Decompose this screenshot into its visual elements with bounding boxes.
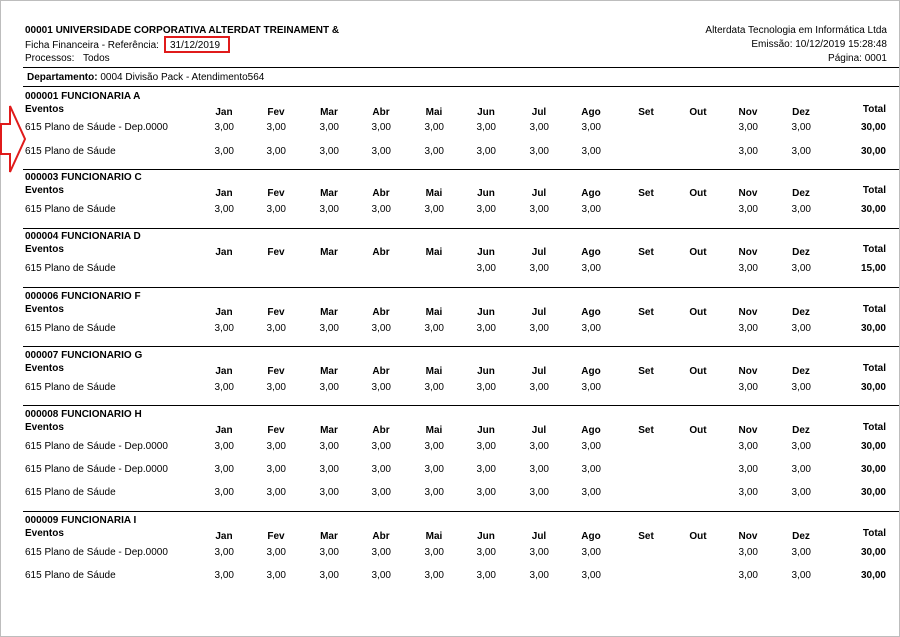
header-divider — [23, 67, 899, 68]
department-value: 0004 Divisão Pack - Atendimento564 — [100, 72, 265, 83]
month-value: 3,00 — [581, 547, 601, 558]
month-value: 3,00 — [738, 122, 758, 133]
month-value: 3,00 — [791, 122, 811, 133]
month-value: 3,00 — [424, 323, 444, 334]
month-value: 3,00 — [266, 441, 286, 452]
event-label: 615 Plano de Sáude — [25, 146, 116, 157]
month-value: 3,00 — [214, 487, 234, 498]
month-value: 3,00 — [371, 122, 391, 133]
month-header: Nov — [738, 188, 758, 199]
month-value: 3,00 — [319, 570, 339, 581]
month-value: 3,00 — [529, 122, 549, 133]
row-total: 30,00 — [860, 146, 886, 157]
month-value: 3,00 — [319, 487, 339, 498]
month-value: 3,00 — [319, 547, 339, 558]
month-header: Abr — [372, 366, 390, 377]
month-header: Jun — [477, 107, 495, 118]
month-value: 3,00 — [371, 204, 391, 215]
row-total: 30,00 — [860, 441, 886, 452]
month-value: 3,00 — [266, 323, 286, 334]
month-value: 3,00 — [319, 146, 339, 157]
month-header: Mar — [320, 107, 338, 118]
month-value: 3,00 — [266, 464, 286, 475]
emission-date: Emissão: 10/12/2019 15:28:48 — [751, 39, 887, 50]
month-value: 3,00 — [214, 441, 234, 452]
employee-title: 000004 FUNCIONARIA D — [25, 231, 141, 242]
month-value: 3,00 — [476, 204, 496, 215]
month-value: 3,00 — [371, 487, 391, 498]
month-header: Fev — [267, 425, 285, 436]
month-header: Set — [638, 366, 654, 377]
month-value: 3,00 — [476, 323, 496, 334]
total-header: Total — [862, 244, 886, 255]
month-value: 3,00 — [214, 570, 234, 581]
month-header: Jul — [531, 425, 547, 436]
month-value: 3,00 — [371, 464, 391, 475]
month-header: Jul — [531, 307, 547, 318]
events-label: Eventos — [25, 528, 64, 539]
month-header: Ago — [581, 425, 601, 436]
event-label: 615 Plano de Sáude - Dep.0000 — [25, 122, 168, 133]
month-value: 3,00 — [581, 263, 601, 274]
month-value: 3,00 — [371, 146, 391, 157]
month-value: 3,00 — [738, 441, 758, 452]
events-label: Eventos — [25, 304, 64, 315]
employee-title: 000006 FUNCIONARIO F — [25, 291, 141, 302]
employee-title: 000008 FUNCIONARIO H — [25, 409, 142, 420]
event-label: 615 Plano de Sáude - Dep.0000 — [25, 464, 168, 475]
month-header: Mar — [320, 247, 338, 258]
month-header: Out — [689, 107, 707, 118]
month-value: 3,00 — [529, 204, 549, 215]
month-value: 3,00 — [476, 487, 496, 498]
month-header: Abr — [372, 531, 390, 542]
month-header: Mai — [425, 247, 443, 258]
month-value: 3,00 — [319, 204, 339, 215]
month-header: Dez — [792, 107, 810, 118]
month-value: 3,00 — [424, 382, 444, 393]
month-value: 3,00 — [266, 487, 286, 498]
month-header: Ago — [581, 366, 601, 377]
row-total: 30,00 — [860, 382, 886, 393]
month-value: 3,00 — [214, 464, 234, 475]
month-value: 3,00 — [738, 204, 758, 215]
month-value: 3,00 — [266, 204, 286, 215]
month-value: 3,00 — [371, 570, 391, 581]
month-header: Nov — [738, 531, 758, 542]
month-header: Out — [689, 247, 707, 258]
month-value: 3,00 — [476, 441, 496, 452]
event-label: 615 Plano de Sáude - Dep.0000 — [25, 547, 168, 558]
month-value: 3,00 — [791, 204, 811, 215]
month-header: Fev — [267, 531, 285, 542]
month-header: Jun — [477, 366, 495, 377]
month-value: 3,00 — [319, 441, 339, 452]
month-value: 3,00 — [738, 547, 758, 558]
month-header: Mar — [320, 188, 338, 199]
event-label: 615 Plano de Sáude — [25, 382, 116, 393]
month-header: Jan — [215, 307, 233, 318]
event-label: 615 Plano de Sáude - Dep.0000 — [25, 441, 168, 452]
month-header: Jan — [215, 107, 233, 118]
events-label: Eventos — [25, 185, 64, 196]
month-header: Set — [638, 247, 654, 258]
month-value: 3,00 — [581, 146, 601, 157]
month-header: Dez — [792, 366, 810, 377]
month-value: 3,00 — [581, 204, 601, 215]
month-header: Abr — [372, 425, 390, 436]
section-divider — [23, 287, 899, 288]
total-header: Total — [862, 363, 886, 374]
month-value: 3,00 — [791, 382, 811, 393]
month-header: Jun — [477, 425, 495, 436]
month-header: Abr — [372, 107, 390, 118]
section-divider — [23, 511, 899, 512]
month-value: 3,00 — [581, 122, 601, 133]
month-value: 3,00 — [214, 382, 234, 393]
month-header: Nov — [738, 366, 758, 377]
month-header: Set — [638, 531, 654, 542]
month-header: Nov — [738, 307, 758, 318]
month-value: 3,00 — [738, 382, 758, 393]
month-value: 3,00 — [476, 570, 496, 581]
report-title: Ficha Financeira - Referência: — [25, 40, 159, 51]
month-header: Nov — [738, 247, 758, 258]
month-value: 3,00 — [581, 570, 601, 581]
month-header: Jul — [531, 531, 547, 542]
month-value: 3,00 — [529, 382, 549, 393]
month-value: 3,00 — [319, 122, 339, 133]
month-header: Abr — [372, 188, 390, 199]
month-header: Ago — [581, 247, 601, 258]
processes-value: Todos — [83, 53, 110, 64]
department-label: Departamento: — [27, 72, 98, 83]
total-header: Total — [862, 528, 886, 539]
row-total: 30,00 — [860, 547, 886, 558]
month-header: Nov — [738, 107, 758, 118]
month-value: 3,00 — [738, 323, 758, 334]
total-header: Total — [862, 422, 886, 433]
month-value: 3,00 — [529, 547, 549, 558]
month-value: 3,00 — [791, 547, 811, 558]
company-name: 00001 UNIVERSIDADE CORPORATIVA ALTERDAT TREINAMENT & — [25, 25, 340, 36]
month-value: 3,00 — [529, 263, 549, 274]
row-total: 30,00 — [860, 570, 886, 581]
month-value: 3,00 — [319, 464, 339, 475]
month-header: Jun — [477, 188, 495, 199]
row-total: 30,00 — [860, 464, 886, 475]
row-total: 15,00 — [860, 263, 886, 274]
month-header: Ago — [581, 188, 601, 199]
month-header: Mai — [425, 307, 443, 318]
month-header: Mai — [425, 107, 443, 118]
department-line — [27, 72, 264, 83]
month-header: Jul — [531, 188, 547, 199]
month-value: 3,00 — [319, 382, 339, 393]
month-value: 3,00 — [476, 547, 496, 558]
month-value: 3,00 — [214, 323, 234, 334]
month-value: 3,00 — [791, 487, 811, 498]
month-header: Jan — [215, 366, 233, 377]
reference-date: 31/12/2019 — [170, 40, 221, 51]
total-header: Total — [862, 104, 886, 115]
month-value: 3,00 — [791, 263, 811, 274]
month-value: 3,00 — [424, 441, 444, 452]
month-value: 3,00 — [424, 487, 444, 498]
month-value: 3,00 — [214, 547, 234, 558]
month-value: 3,00 — [581, 382, 601, 393]
month-value: 3,00 — [529, 570, 549, 581]
employee-title: 000001 FUNCIONARIA A — [25, 91, 141, 102]
red-arrow-annotation — [0, 104, 26, 174]
month-value: 3,00 — [581, 464, 601, 475]
employee-title: 000009 FUNCIONARIA I — [25, 515, 137, 526]
month-value: 3,00 — [476, 263, 496, 274]
employee-title: 000007 FUNCIONARIO G — [25, 350, 143, 361]
event-label: 615 Plano de Sáude — [25, 487, 116, 498]
month-value: 3,00 — [738, 487, 758, 498]
row-total: 30,00 — [860, 323, 886, 334]
month-header: Set — [638, 188, 654, 199]
month-header: Ago — [581, 307, 601, 318]
month-value: 3,00 — [371, 441, 391, 452]
row-total: 30,00 — [860, 204, 886, 215]
section-divider — [23, 346, 899, 347]
month-value: 3,00 — [424, 204, 444, 215]
month-header: Fev — [267, 307, 285, 318]
month-header: Dez — [792, 307, 810, 318]
month-value: 3,00 — [529, 323, 549, 334]
month-header: Jul — [531, 366, 547, 377]
month-value: 3,00 — [424, 570, 444, 581]
month-header: Nov — [738, 425, 758, 436]
row-total: 30,00 — [860, 487, 886, 498]
events-label: Eventos — [25, 422, 64, 433]
month-value: 3,00 — [738, 146, 758, 157]
month-header: Dez — [792, 425, 810, 436]
month-value: 3,00 — [529, 441, 549, 452]
month-header: Jul — [531, 107, 547, 118]
month-header: Ago — [581, 107, 601, 118]
month-value: 3,00 — [476, 382, 496, 393]
month-header: Mai — [425, 188, 443, 199]
month-header: Jun — [477, 307, 495, 318]
vendor-name: Alterdata Tecnologia em Informática Ltda — [705, 25, 887, 36]
month-header: Fev — [267, 247, 285, 258]
month-value: 3,00 — [266, 547, 286, 558]
month-header: Mar — [320, 531, 338, 542]
page-number: Página: 0001 — [828, 53, 887, 64]
reference-highlight-box — [164, 36, 230, 53]
month-header: Set — [638, 307, 654, 318]
month-value: 3,00 — [791, 464, 811, 475]
month-header: Dez — [792, 188, 810, 199]
month-header: Dez — [792, 247, 810, 258]
month-value: 3,00 — [424, 146, 444, 157]
processes-label: Processos: — [25, 53, 75, 64]
month-header: Fev — [267, 107, 285, 118]
month-value: 3,00 — [581, 487, 601, 498]
section-divider — [23, 169, 899, 170]
month-header: Jul — [531, 247, 547, 258]
month-value: 3,00 — [791, 146, 811, 157]
month-header: Out — [689, 366, 707, 377]
month-header: Jan — [215, 188, 233, 199]
month-header: Set — [638, 107, 654, 118]
month-header: Ago — [581, 531, 601, 542]
department-divider — [23, 86, 899, 87]
month-header: Abr — [372, 247, 390, 258]
month-value: 3,00 — [476, 122, 496, 133]
month-value: 3,00 — [424, 122, 444, 133]
month-value: 3,00 — [319, 323, 339, 334]
month-header: Mai — [425, 425, 443, 436]
month-value: 3,00 — [476, 464, 496, 475]
month-value: 3,00 — [371, 382, 391, 393]
month-header: Dez — [792, 531, 810, 542]
month-value: 3,00 — [214, 204, 234, 215]
month-value: 3,00 — [581, 323, 601, 334]
event-label: 615 Plano de Sáude — [25, 263, 116, 274]
month-value: 3,00 — [581, 441, 601, 452]
month-value: 3,00 — [791, 323, 811, 334]
month-value: 3,00 — [266, 570, 286, 581]
month-header: Fev — [267, 188, 285, 199]
total-header: Total — [862, 185, 886, 196]
month-value: 3,00 — [214, 122, 234, 133]
month-value: 3,00 — [738, 570, 758, 581]
employee-title: 000003 FUNCIONARIO C — [25, 172, 142, 183]
event-label: 615 Plano de Sáude — [25, 570, 116, 581]
month-header: Out — [689, 307, 707, 318]
month-header: Out — [689, 425, 707, 436]
section-divider — [23, 405, 899, 406]
month-value: 3,00 — [371, 547, 391, 558]
month-header: Mar — [320, 425, 338, 436]
month-value: 3,00 — [266, 146, 286, 157]
month-value: 3,00 — [738, 263, 758, 274]
month-header: Jan — [215, 425, 233, 436]
month-header: Out — [689, 531, 707, 542]
month-value: 3,00 — [529, 487, 549, 498]
events-label: Eventos — [25, 363, 64, 374]
event-label: 615 Plano de Sáude — [25, 323, 116, 334]
month-header: Jan — [215, 531, 233, 542]
events-label: Eventos — [25, 104, 64, 115]
month-value: 3,00 — [424, 464, 444, 475]
month-header: Mar — [320, 307, 338, 318]
section-divider — [23, 228, 899, 229]
month-header: Abr — [372, 307, 390, 318]
events-label: Eventos — [25, 244, 64, 255]
month-header: Mai — [425, 531, 443, 542]
total-header: Total — [862, 304, 886, 315]
month-value: 3,00 — [738, 464, 758, 475]
month-value: 3,00 — [266, 382, 286, 393]
row-total: 30,00 — [860, 122, 886, 133]
month-value: 3,00 — [266, 122, 286, 133]
month-value: 3,00 — [791, 570, 811, 581]
month-value: 3,00 — [371, 323, 391, 334]
month-header: Jun — [477, 247, 495, 258]
month-value: 3,00 — [529, 464, 549, 475]
month-value: 3,00 — [424, 547, 444, 558]
month-value: 3,00 — [214, 146, 234, 157]
month-header: Jan — [215, 247, 233, 258]
month-header: Jun — [477, 531, 495, 542]
month-header: Fev — [267, 366, 285, 377]
month-value: 3,00 — [791, 441, 811, 452]
month-header: Out — [689, 188, 707, 199]
month-header: Mar — [320, 366, 338, 377]
event-label: 615 Plano de Sáude — [25, 204, 116, 215]
month-header: Mai — [425, 366, 443, 377]
month-header: Set — [638, 425, 654, 436]
month-value: 3,00 — [476, 146, 496, 157]
month-value: 3,00 — [529, 146, 549, 157]
